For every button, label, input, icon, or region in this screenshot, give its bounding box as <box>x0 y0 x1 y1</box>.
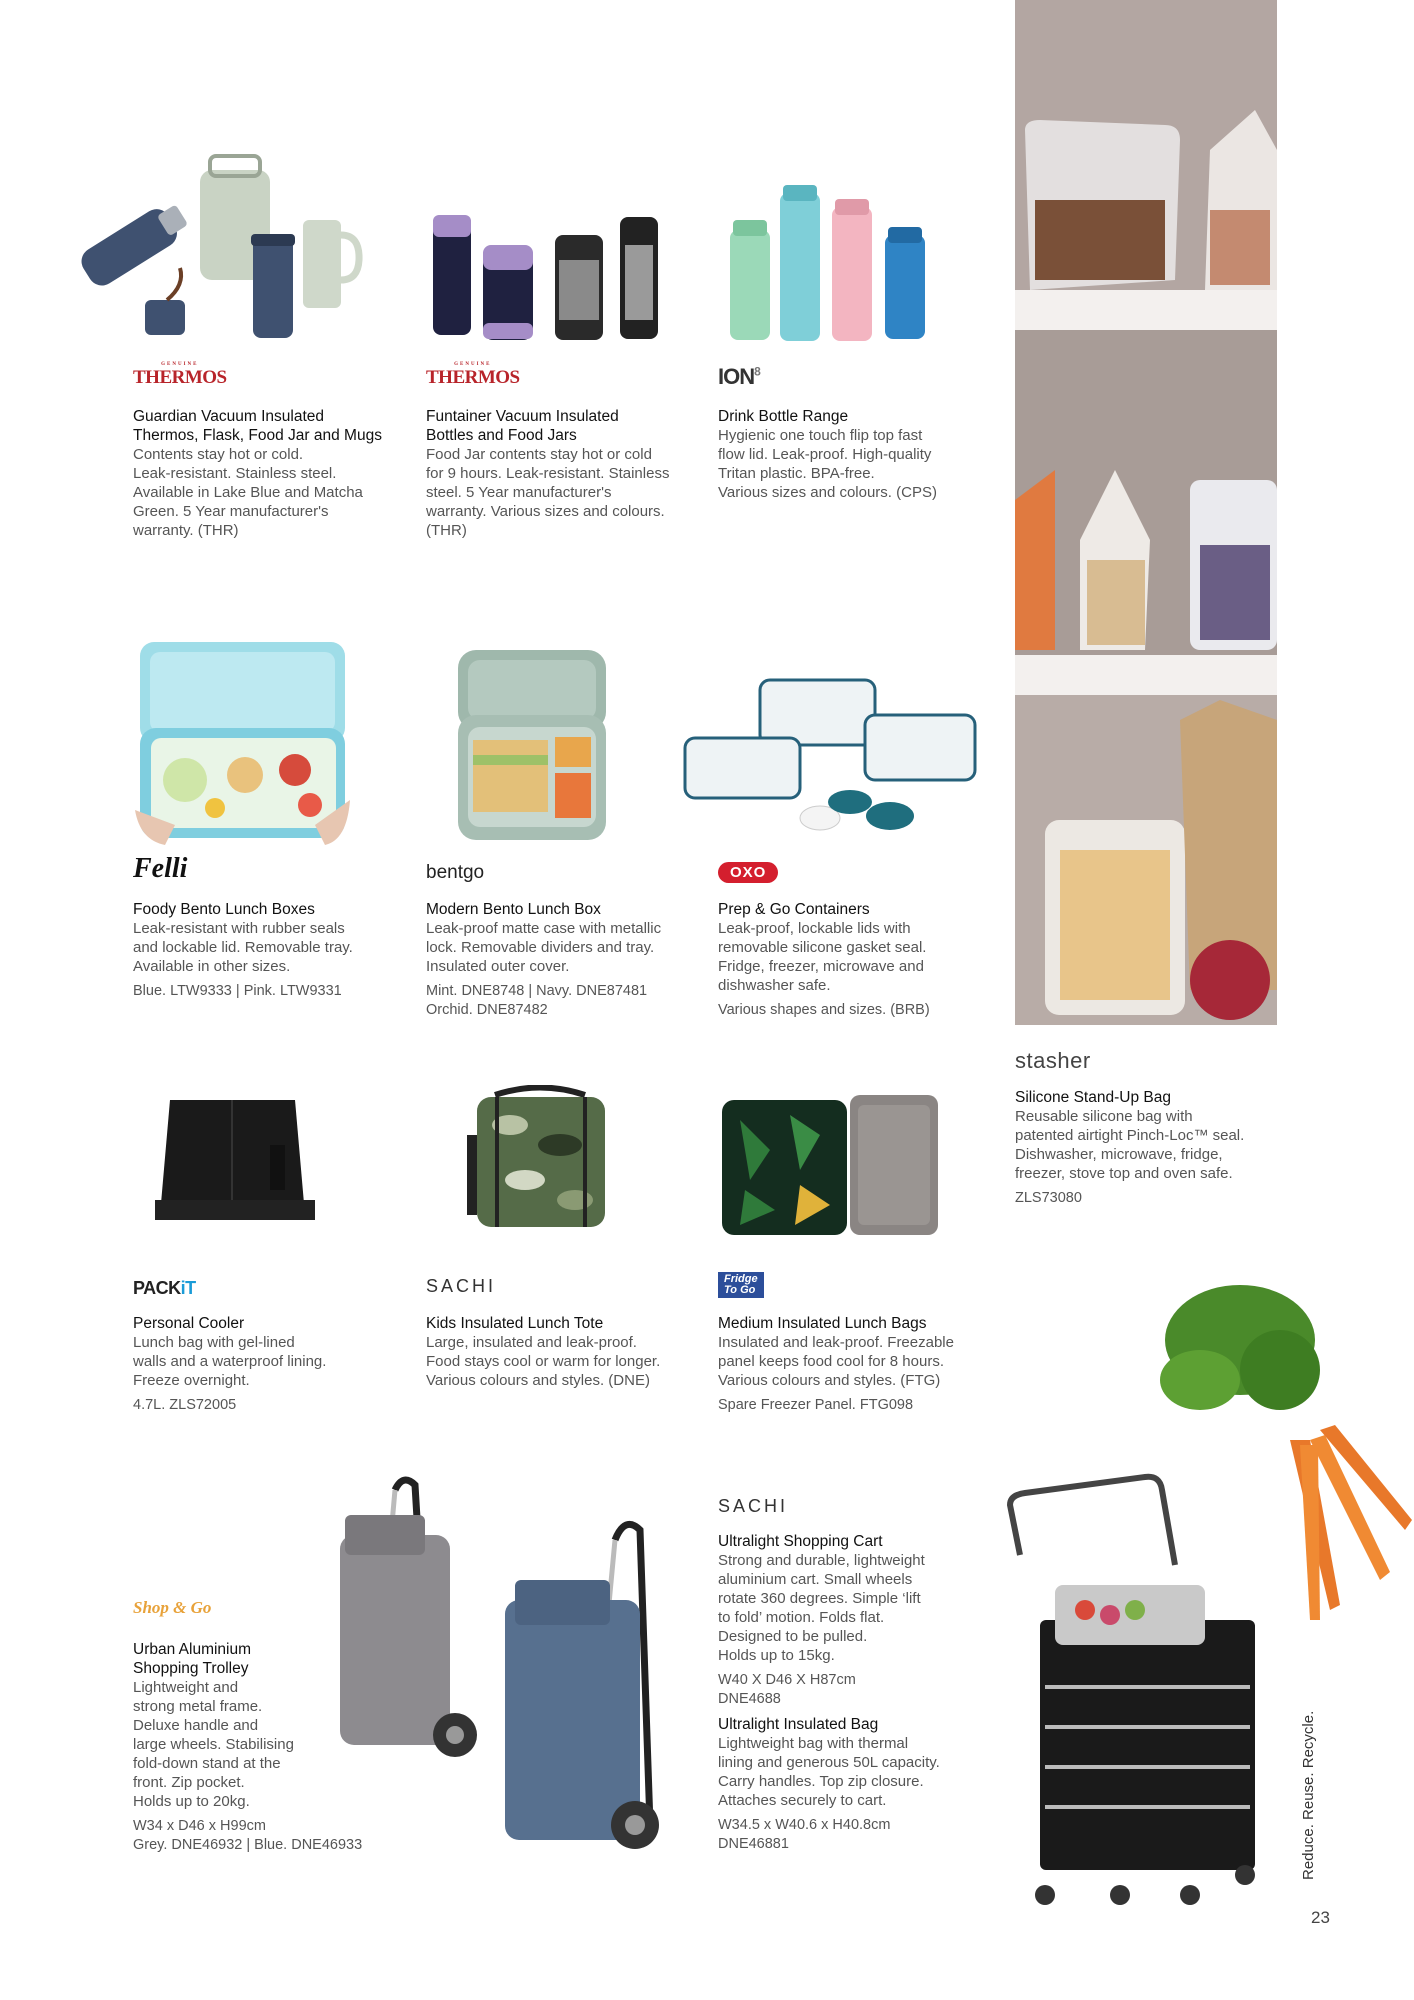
product-description: Hygienic one touch flip top fast flow lid. Leak-proof. High-quality Tritan plastic. BPA-free. Various sizes and colours. (CPS) <box>718 427 937 501</box>
product-title: Urban Aluminium Shopping Trolley <box>133 1641 252 1677</box>
product-oxo <box>718 900 998 1020</box>
product-title: Personal Cooler <box>133 1315 245 1332</box>
thermos-logo: GENUINE THERMOS <box>426 362 520 388</box>
product-title-insulated-bag: Ultralight Insulated Bag <box>718 1716 879 1733</box>
product-description: Insulated and leak-proof. Freezable panel keeps food cool for 8 hours. Various colours and styles. (FTG) <box>718 1334 954 1389</box>
product-description: Food Jar contents stay hot or cold for 9 hours. Leak-resistant. Stainless steel. 5 Year manufacturer's warranty. Various sizes and colours. (THR) <box>426 446 670 539</box>
product-title: Foody Bento Lunch Boxes <box>133 901 315 918</box>
fridge-to-go-logo: Fridge To Go <box>718 1272 764 1298</box>
felli-logo: Felli <box>133 853 188 884</box>
product-felli <box>133 900 413 1001</box>
felli-image <box>135 630 350 850</box>
product-ion8 <box>718 407 998 502</box>
product-sachi-tote <box>426 1314 706 1390</box>
product-description: Leak-proof matte case with metallic lock. Removable dividers and tray. Insulated outer cover. <box>426 920 662 975</box>
sachi-tote-image <box>465 1085 615 1245</box>
thermos-funtainer-image <box>425 205 665 350</box>
product-thermos-guardian <box>133 407 413 540</box>
bentgo-logo: bentgo <box>426 862 485 883</box>
thermos-guardian-image <box>75 150 365 350</box>
product-description: Leak-resistant with rubber seals and lockable lid. Removable tray. Available in other sizes. <box>133 920 353 975</box>
stasher-logo: stasher <box>1015 1048 1091 1073</box>
product-description: Contents stay hot or cold. Leak-resistant. Stainless steel. Available in Lake Blue and Matcha Green. 5 Year manufacturer's warranty. (THR) <box>133 446 363 539</box>
product-description: Lightweight and strong metal frame. Deluxe handle and large wheels. Stabilising fold-down stand at the front. Zip pocket. Holds up to 20kg. <box>133 1679 294 1810</box>
fridge-to-go-image <box>720 1090 940 1245</box>
product-title: Prep & Go Containers <box>718 901 870 918</box>
sachi-logo: SACHI <box>426 1276 497 1296</box>
product-title: Funtainer Vacuum Insulated Bottles and Food Jars <box>426 408 619 444</box>
oxo-image <box>680 670 980 840</box>
product-code: W40 X D46 X H87cm DNE4688 <box>718 1672 856 1707</box>
shop-go-trolley-image <box>335 1475 665 1865</box>
product-description: Large, insulated and leak-proof. Food stays cool or warm for longer. Various colours and styles. (DNE) <box>426 1334 661 1389</box>
product-packit <box>133 1314 413 1415</box>
product-shop-go <box>133 1640 363 1855</box>
ion8-image <box>725 185 935 345</box>
shop-go-logo: Shop & Go <box>133 1598 212 1617</box>
product-title: Guardian Vacuum Insulated Thermos, Flask, Food Jar and Mugs <box>133 408 382 444</box>
product-title: Medium Insulated Lunch Bags <box>718 1315 927 1332</box>
product-description: Lunch bag with gel-lined walls and a waterproof lining. Freeze overnight. <box>133 1334 327 1389</box>
ion8-logo: ION$^8$ <box>718 364 760 389</box>
packit-image <box>150 1090 315 1235</box>
product-title: Kids Insulated Lunch Tote <box>426 1315 604 1332</box>
product-description: Leak-proof, lockable lids with removable silicone gasket seal. Fridge, freezer, microwave and dishwasher safe. <box>718 920 927 994</box>
product-description: Reusable silicone bag with patented airtight Pinch-Loc™ seal. Dishwasher, microwave, fridge, freezer, stove top and oven safe. <box>1015 1108 1245 1182</box>
product-code: Various shapes and sizes. (BRB) <box>718 1002 930 1018</box>
product-code-insulated-bag: W34.5 x W40.6 x H40.8cm DNE46881 <box>718 1817 891 1852</box>
product-sachi-cart <box>718 1532 998 1854</box>
side-tagline: Reduce. Reuse. Recycle. <box>1300 1710 1317 1880</box>
product-title: Silicone Stand-Up Bag <box>1015 1089 1171 1106</box>
thermos-logo: GENUINE THERMOS <box>133 362 227 388</box>
page-number: 23 <box>1311 1908 1330 1927</box>
product-title: Drink Bottle Range <box>718 408 849 425</box>
oxo-logo: OXO <box>718 862 778 883</box>
product-code: Mint. DNE8748 | Navy. DNE87481 Orchid. DNE87482 <box>426 983 648 1018</box>
product-code: ZLS73080 <box>1015 1190 1082 1206</box>
product-stasher <box>1015 1088 1295 1208</box>
product-fridge-to-go <box>718 1314 998 1415</box>
carrots-image <box>1150 1280 1414 1650</box>
sachi-logo: SACHI <box>718 1496 789 1516</box>
product-code: Spare Freezer Panel. FTG098 <box>718 1397 914 1413</box>
product-description-insulated-bag: Lightweight bag with thermal lining and generous 50L capacity. Carry handles. Top zip closure. Attaches securely to cart. <box>718 1735 940 1809</box>
product-title: Modern Bento Lunch Box <box>426 901 601 918</box>
product-bentgo <box>426 900 706 1020</box>
stasher-photo <box>1015 0 1277 1025</box>
packit-logo: PACKiT <box>133 1278 196 1298</box>
product-thermos-funtainer <box>426 407 706 540</box>
bentgo-image <box>455 645 610 845</box>
product-code: 4.7L. ZLS72005 <box>133 1397 237 1413</box>
product-code: Blue. LTW9333 | Pink. LTW9331 <box>133 983 342 999</box>
product-description: Strong and durable, lightweight aluminium cart. Small wheels rotate 360 degrees. Simple ‘lift to fold’ motion. Folds flat. Designed to be pulled. Holds up to 15kg. <box>718 1552 925 1664</box>
product-title: Ultralight Shopping Cart <box>718 1533 883 1550</box>
product-code: W34 x D46 x H99cm Grey. DNE46932 | Blue. DNE46933 <box>133 1818 363 1853</box>
